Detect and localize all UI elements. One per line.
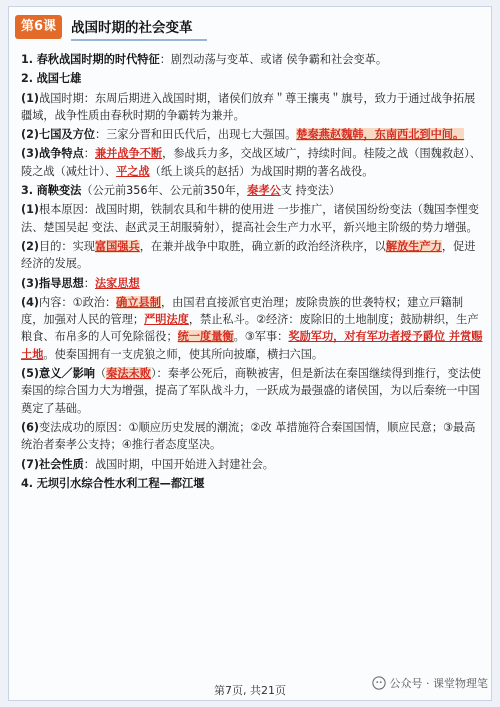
paragraph-2-1: (1)战国时期：东周后期进入战国时期，诸侯们放弃＂尊王攘夷＂旗号，致力于通过战争拓展疆域，战争性质由春秋时期的争霸转为兼并。: [21, 91, 476, 122]
document-body: [21, 51, 483, 494]
watermark: [372, 675, 489, 691]
section-1: 1. 春秋战国时期的时代特征：剧烈动荡与变革、或诸 侯争霸和社会变革。: [21, 53, 388, 66]
paragraph-3-7: (7)社会性质：战国时期，中国开始进入封建社会。: [21, 457, 274, 471]
lesson-title: 战国时期的社会变革: [71, 17, 207, 41]
paragraph-3-2: (2)目的：实现富国强兵，在兼并战争中取胜，确立新的政治经济秩序，以解放生产力，促进经济的发展。: [21, 239, 476, 271]
paragraph-3-5: (5)意义／影响（秦法未败）：秦孝公死后，商鞅被害，但是新法在秦国继续得到推行，变法使秦国的综合国力大为增强，提高了军队战斗力，一跃成为最强盛的诸侯国，为以后秦统一中国奠定了基础。: [21, 367, 481, 415]
page-number: 第7页, 共21页: [214, 684, 286, 697]
paragraph-2-2: (2)七国及方位：三家分晋和田氏代后，出现七大强国。楚秦燕赵魏韩，东南西北到中间。: [21, 128, 465, 142]
wechat-icon: [372, 676, 386, 690]
section-4-heading: 4. 无坝引水综合性水利工程—都江堰: [21, 476, 205, 490]
paragraph-3-4: (4)内容：①政治：确立县制，由国君直接派官吏治理；废除贵族的世袭特权；建立戸籍制度，加强对人民的管理；严明法度，禁止私斗。②经济：废除旧的土地制度；鼓励耕织，生产粮食、布帛多的人可免除徭役；统一度量衡。③军事：奖励军功，对有军功者授予爵位 并赏赐土地。使秦国拥有一支虎狼之师，使其所向披靡，横扫六国。: [21, 295, 483, 361]
document-page: [8, 6, 492, 701]
paragraph-3-6: (6)变法成功的原因：①顺应历史发展的潮流；②改 革措施符合秦国国情，顺应民意；③最高统治者秦孝公支持；④推行者态度坚决。: [21, 420, 476, 452]
paragraph-3-3: (3)指导思想：法家思想: [21, 276, 140, 290]
lesson-badge: 第6课: [15, 15, 62, 39]
lesson-header: [15, 15, 225, 45]
paragraph-3-1: (1)根本原因：战国时期，铁制农具和牛耕的使用进 一步推广，诸侯国纷纷变法（魏国李悝变法、楚国吴起 变法、赵武灵王胡服骑射），提高社会生产力水平，新兴地主阶级的势力增强。: [21, 203, 479, 234]
section-3-heading: 3. 商鞅变法（公元前356年、公元前350年，秦孝公支 持变法）: [21, 184, 341, 198]
section-2-heading: 2. 战国七雄: [21, 72, 82, 86]
watermark-text: 公众号 · 课堂物理笔: [389, 677, 488, 690]
paragraph-2-3: (3)战争特点：兼并战争不断，参战兵力多，交战区域广，持续时间。桂陵之战（围魏救赵）、陵之战（减灶计）、平之战（纸上谈兵的赵括）为战国时期的著名战役。: [21, 147, 481, 178]
